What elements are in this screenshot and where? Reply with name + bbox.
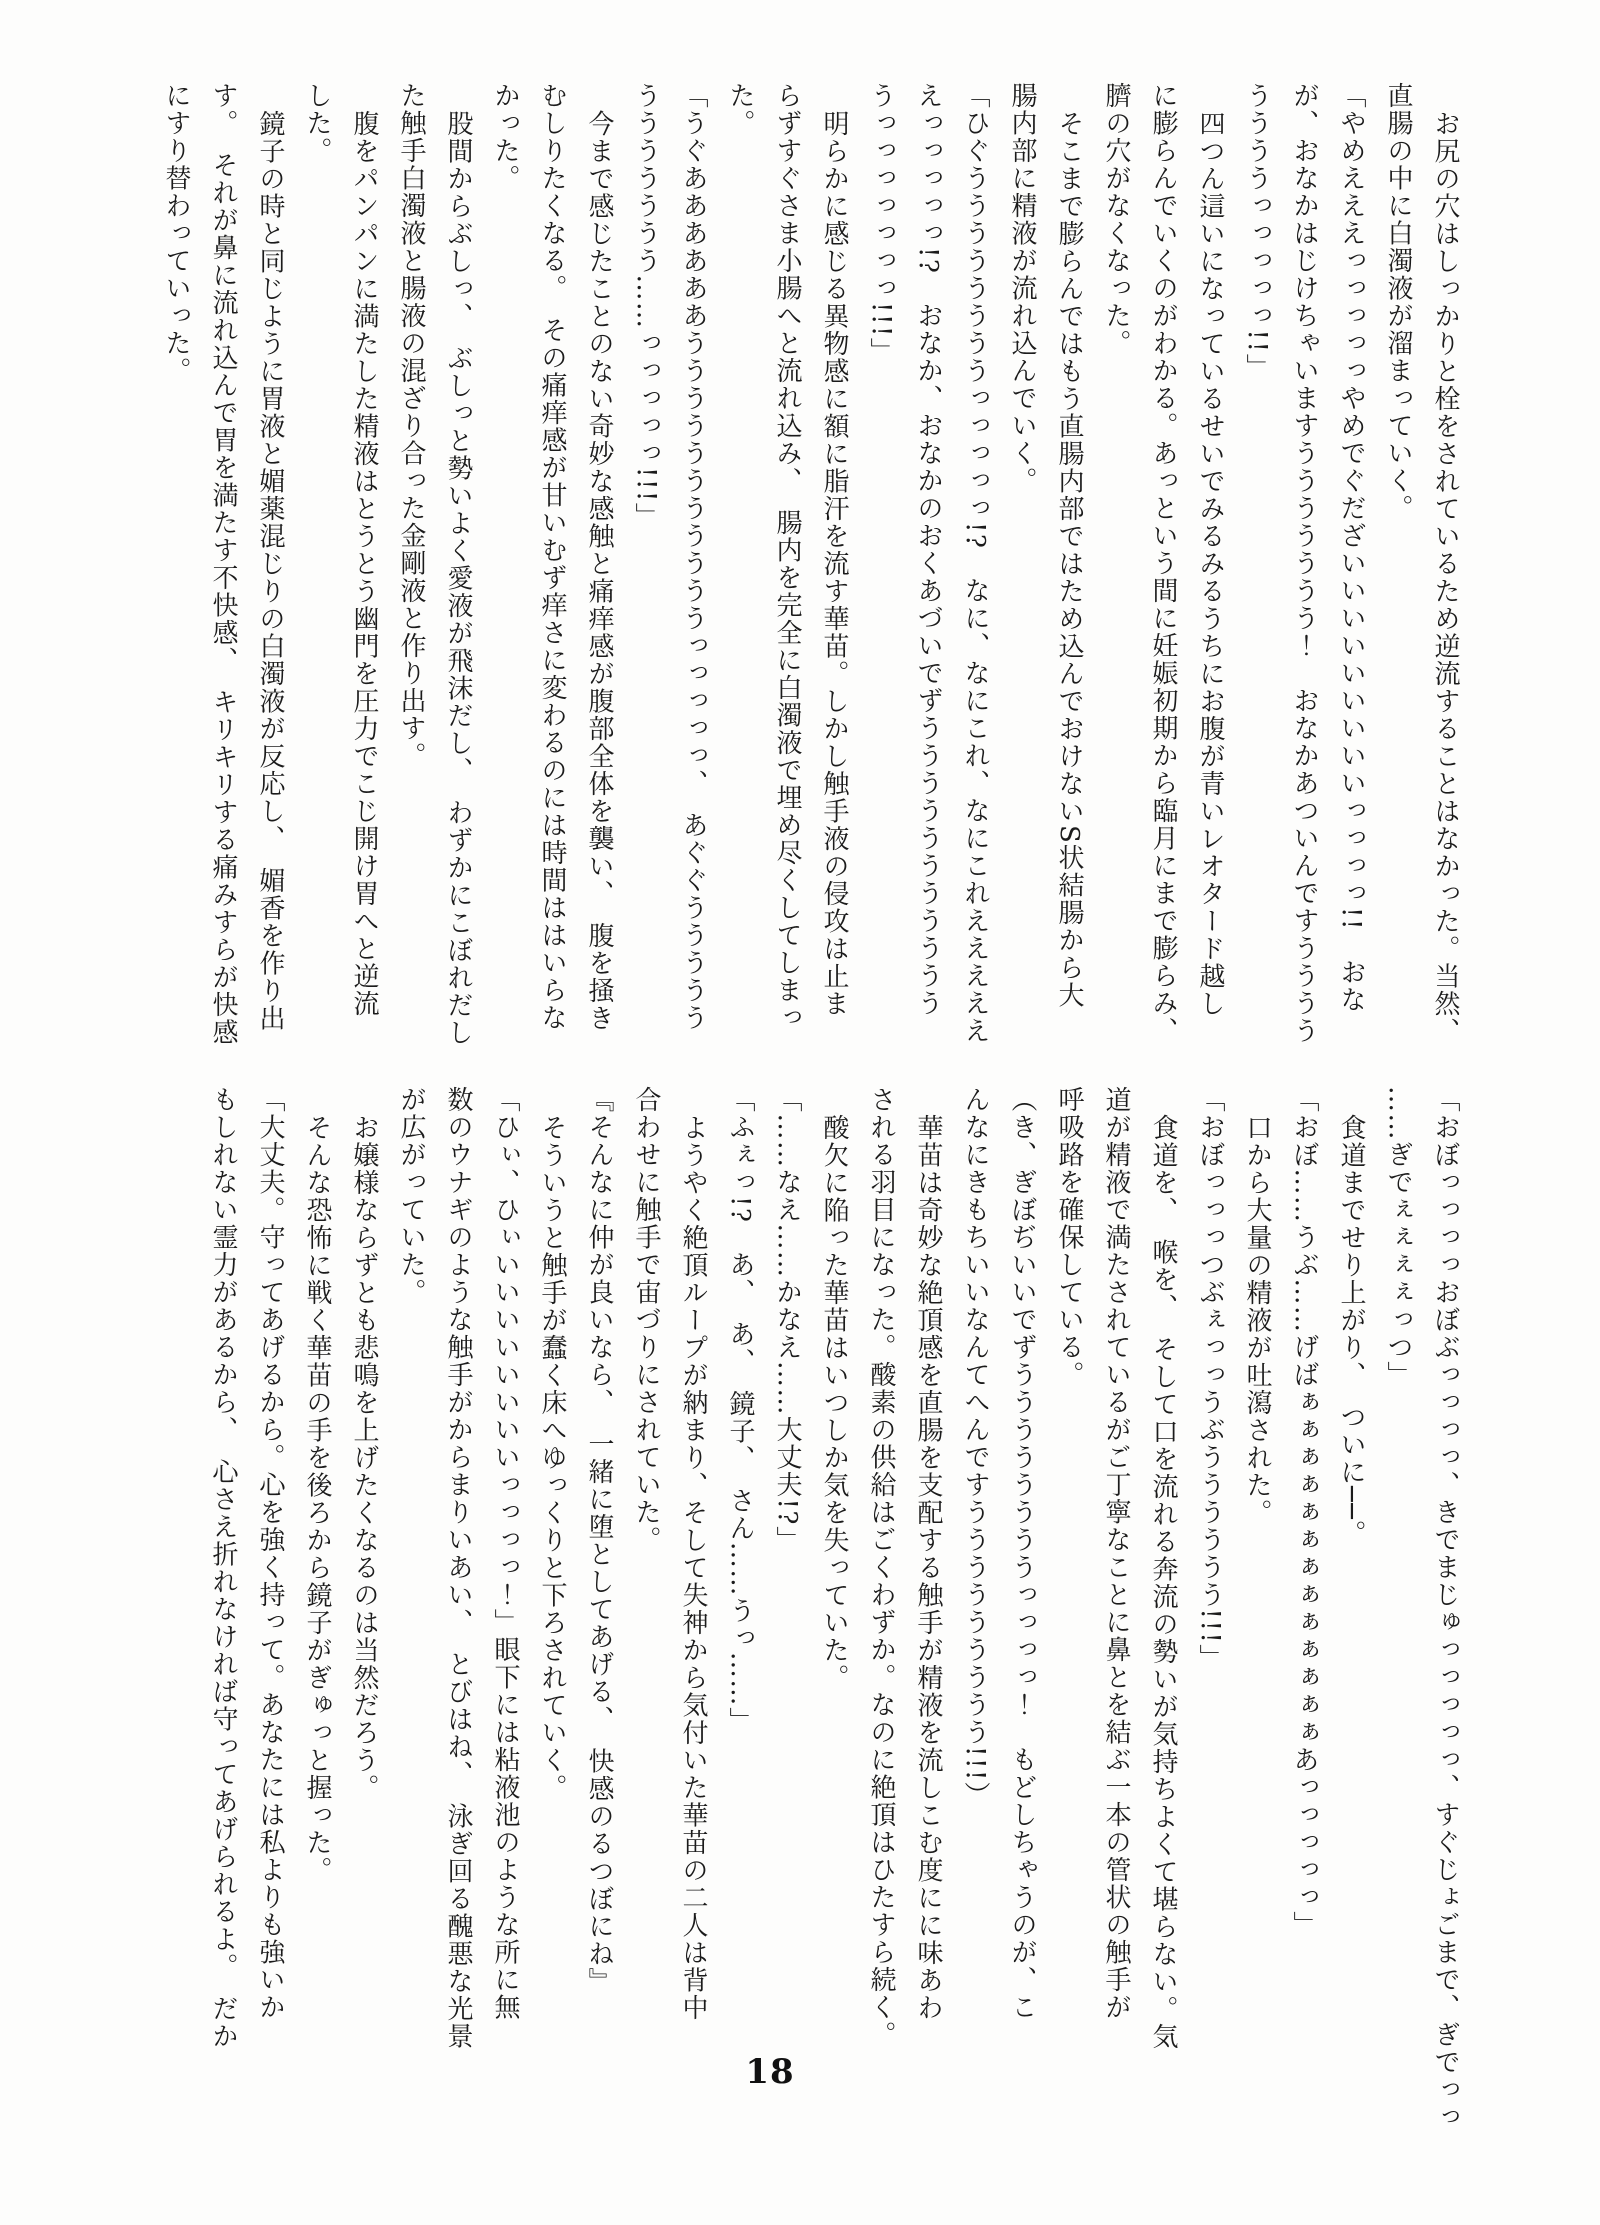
text-column: される羽目になった。酸素の供給はごくわずか。なのに絶頂はひたすら続く。: [866, 1086, 896, 2049]
text-column: 華苗は奇妙な絶頂感を直腸を支配する触手が精液を流しこむ度にに味あわ: [913, 1114, 943, 2022]
text-column: かった。: [490, 82, 520, 192]
text-column: そんな恐怖に戦く華苗の手を後ろから鏡子がぎゅっと握った。: [302, 1114, 332, 1884]
text-column: 呼吸路を確保している。: [1054, 1086, 1084, 1389]
text-column: ようやく絶頂ループが納まり、そして失神から気付いた華苗の二人は背中: [678, 1114, 708, 2022]
text-column: 「やめえええっっっっっやめでぐだざいいいいいいいいいっっっっ!! おな: [1336, 82, 1366, 1014]
text-column: 合わせに触手で宙づりにされていた。: [631, 1086, 661, 1554]
text-column: ううううううう……っっっっっ!!!」: [631, 82, 661, 531]
text-column: 食道を、 喉を、 そして口を流れる奔流の勢いが気持ちよくて堪らない。気: [1148, 1114, 1178, 2051]
text-column: す。 それが鼻に流れ込んで胃を満たす不快感、 キリキリする痛みすらが快感: [208, 82, 238, 1046]
text-column: （き、ぎぼぢいいでずううううううううっっっっ！ もどしちゃうのが、こ: [1007, 1086, 1037, 2021]
text-column: た触手白濁液と腸液の混ざり合った金剛液と作り出す。: [396, 82, 426, 770]
text-column: お尻の穴はしっかりと栓をされているため逆流することはなかった。当然、: [1430, 110, 1460, 1045]
text-column: らずすぐさま小腸へと流れ込み、 腸内を完全に白濁液で埋め尽くしてしまっ: [772, 82, 802, 1032]
text-column: 「おぼっっっつぶぇっっうぶうううううう!!!」: [1195, 1086, 1225, 1672]
text-column: 「ひぐううううううううっっっっっ!? なに、なにこれ、なにこれえええええ: [960, 82, 990, 1045]
text-column: もしれない霊力があるから、 心さえ折れなければ守ってあげられるよ。 だか: [208, 1086, 238, 2050]
text-column: そこまで膨らんではもう直腸内部ではため込んでおけないS状結腸から大: [1054, 110, 1084, 1010]
text-column: ううううっっっっっ!!」: [1242, 82, 1272, 381]
text-column: 四つん這いになっているせいでみるみるうちにお腹が青いレオタード越し: [1195, 110, 1225, 1018]
text-column: むしりたくなる。 その痛痒感が甘いむず痒さに変わるのには時間ははいらな: [537, 82, 567, 1032]
text-column: 数のウナギのような触手がからまりいあい、 とびはね、 泳ぎ回る醜悪な光景: [443, 1086, 473, 2050]
text-column: 「おぼ……うぶ……げばぁぁぁぁぁぁぁぁぁぁぁぁぁあっっっっっ」: [1289, 1086, 1319, 1939]
text-column: 食道までせり上がり、 ついに──。: [1336, 1114, 1366, 1548]
text-column: 腹をパンパンに満たした精液はとうとう幽門を圧力でこじ開け胃へと逆流: [349, 110, 379, 1018]
page-number: 18: [745, 2052, 795, 2092]
text-column: 明らかに感じる異物感に額に脂汗を流す華苗。しかし触手液の侵攻は止ま: [819, 110, 849, 1018]
text-column: 酸欠に陥った華苗はいつしか気を失っていた。: [819, 1114, 849, 1692]
text-column: 「大丈夫。守ってあげるから。心を強く持って。あなたには私よりも強いか: [255, 1086, 285, 2021]
top-text-block: [152, 82, 1468, 1050]
text-column: 直腸の中に白濁液が溜まっていく。: [1383, 82, 1413, 522]
text-column: 「ふぇっ!? あ、 あ、 鏡子、 さん……うっ……」: [725, 1086, 755, 1735]
text-column: お嬢様ならずとも悲鳴を上げたくなるのは当然だろう。: [349, 1114, 379, 1802]
text-column: 臍の穴がなくなった。: [1101, 82, 1131, 357]
text-column: 「……なえ……かなえ……大丈夫!?」: [772, 1086, 802, 1554]
text-column: 「うぐああああああうううううううううううっっっっっ、 あぐぐううううう: [678, 82, 708, 1032]
text-column: えっっっっっ!? おなか、おなかのおくあづいでずううううううううううう: [913, 82, 943, 1017]
text-column: した。: [302, 82, 332, 165]
text-column: 道が精液で満たされているがご丁寧なことに鼻とを結ぶ一本の管状の触手が: [1101, 1086, 1131, 2021]
text-column: 腸内部に精液が流れ込んでいく。: [1007, 82, 1037, 495]
text-column: た。: [725, 82, 755, 137]
text-column: 『そんなに仲が良いなら、 一緒に堕としてあげる、 快感のるつぼにね』: [584, 1086, 614, 1995]
text-column: 今まで感じたことのない奇妙な感触と痛痒感が腹部全体を襲い、 腹を掻き: [584, 110, 614, 1032]
text-column: 股間からぶしっ、 ぶしっと勢いよく愛液が飛沫だし、 わずかにこぼれだし: [443, 110, 473, 1047]
text-column: うっっっっっっっ!!!」: [866, 82, 896, 366]
text-column: 「おぼっっっっおぼぶっっっっ、きでまじゅっっっっっ、すぐじょごまで、ぎでっっ: [1430, 1086, 1460, 2131]
text-column: 鏡子の時と同じように胃液と媚薬混じりの白濁液が反応し、 媚香を作り出: [255, 110, 285, 1032]
text-column: 「ひぃ、ひぃいいいいいいいいっっっっ！」眼下には粘液池のような所に無: [490, 1086, 520, 2021]
text-column: が、おなかはじけちゃいますううううううう！ おなかあついんですうううう: [1289, 82, 1319, 1045]
text-column: そういうと触手が蠢く床へゆっくりと下ろされていく。: [537, 1114, 567, 1802]
text-column: に膨らんでいくのがわかる。あっという間に妊娠初期から臨月にまで膨らみ、: [1148, 82, 1178, 1045]
text-column: ……ぎでぇぇぇぇっつ」: [1383, 1086, 1413, 1389]
text-column: が広がっていた。: [396, 1086, 426, 1306]
text-column: んなにきもちいいなんてへんですううううううううう!!!）: [960, 1086, 990, 1810]
text-column: にすり替わっていった。: [161, 82, 191, 385]
text-column: 口から大量の精液が吐瀉された。: [1242, 1114, 1272, 1527]
